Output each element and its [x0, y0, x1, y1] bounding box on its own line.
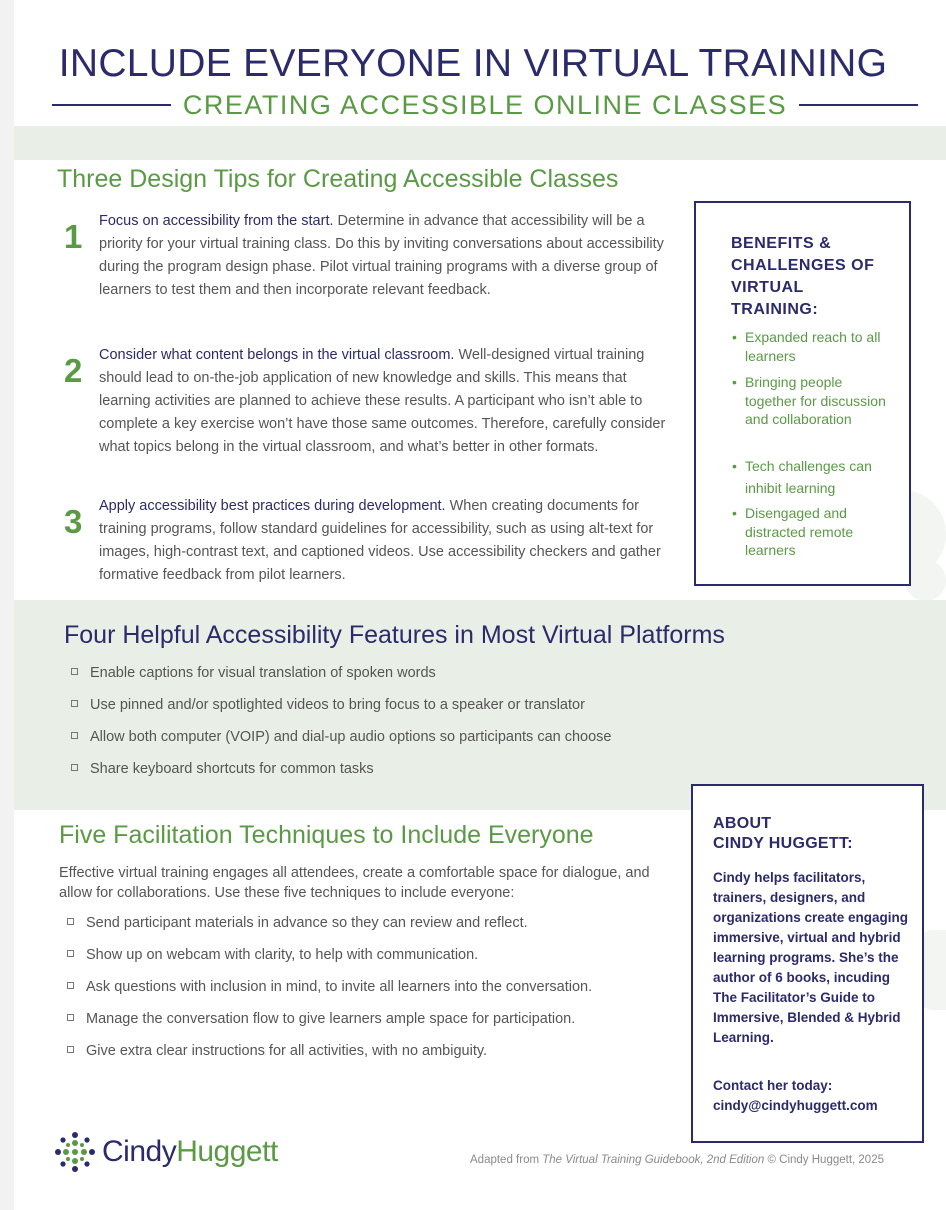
- list-item: [71, 665, 436, 681]
- facilitation-heading: Five Facilitation Techniques to Include Everyone: [59, 821, 594, 849]
- tip-text: [99, 210, 677, 302]
- about-title: [713, 814, 913, 854]
- square-bullet-icon: [67, 1046, 74, 1053]
- list-item-text: Allow both computer (VOIP) and dial-up audio options so participants can choose: [90, 729, 612, 745]
- square-bullet-icon: [71, 764, 78, 771]
- page-subtitle: CREATING ACCESSIBLE ONLINE CLASSES: [182, 89, 788, 120]
- list-item: [71, 697, 585, 713]
- footer-book: The Virtual Training Guidebook, 2nd Edition: [542, 1154, 765, 1166]
- tip-number: 2: [64, 352, 83, 389]
- list-item-text: Manage the conversation flow to give learners ample space for participation.: [86, 1011, 576, 1027]
- list-item: [71, 729, 612, 745]
- list-item: [71, 761, 374, 777]
- facilitation-intro: Effective virtual training engages all attendees, create a comfortable space for dialogue, and allow for collaborations. Use these five techniques to include everyone:: [59, 865, 650, 901]
- about-title-line: CINDY HUGGETT:: [713, 835, 853, 852]
- tip-body: Well-designed virtual training should lead to on-the-job application of new knowledge and skills. This means that learning activities are planned to achieve these results. A participant who isn’t able to complete a key exercise won’t have those same outcomes. Therefore, carefully consider what topics belong in the virtual classroom, and what’s better in other formats.: [99, 347, 666, 455]
- square-bullet-icon: [67, 918, 74, 925]
- list-item-text: Send participant materials in advance so they can review and reflect.: [86, 915, 528, 931]
- square-bullet-icon: [71, 668, 78, 675]
- list-item-text: Share keyboard shortcuts for common tasks: [90, 761, 374, 777]
- benefits-item: • Tech challenges can inhibit learning: [732, 455, 892, 499]
- divider-line: [799, 104, 918, 106]
- tip-body: Determine in advance that accessibility will be a priority for your virtual training class. Do this by inviting conversations about accessibility during the program design phase. Pilot virtual training programs with a diverse group of learners to test them and then incorporate relevant feedback.: [99, 213, 664, 298]
- features-heading: Four Helpful Accessibility Features in Most Virtual Platforms: [64, 621, 725, 649]
- list-item: [67, 1043, 487, 1059]
- list-item-text: Give extra clear instructions for all activities, with no ambiguity.: [86, 1043, 488, 1059]
- about-box: [691, 784, 924, 1143]
- tip-lead: Focus on accessibility from the start.: [99, 213, 334, 229]
- about-contact: [713, 1076, 913, 1116]
- tip-lead: Consider what content belongs in the virtual classroom.: [99, 347, 455, 363]
- contact-email[interactable]: cindy@cindyhuggett.com: [713, 1098, 878, 1113]
- logo-part: Huggett: [176, 1135, 278, 1168]
- square-bullet-icon: [67, 982, 74, 989]
- benefits-box: [694, 201, 911, 586]
- divider-line: [52, 104, 171, 106]
- about-body: Cindy helps facilitators, trainers, designers, and organizations create engaging immersive, virtual and hybrid learning programs. She’s the author of 6 books, incuding The Facilitator’s Guide to Immersive, Blended & Hybrid Learning.: [713, 870, 909, 1045]
- flower-dots-icon: [54, 1131, 96, 1173]
- list-item: [67, 979, 592, 995]
- footer-credit: [470, 1154, 920, 1166]
- tips-heading: Three Design Tips for Creating Accessible Classes: [57, 165, 619, 193]
- square-bullet-icon: [71, 732, 78, 739]
- tip-number: 3: [64, 503, 83, 540]
- benefits-item: • Expanded reach to all learners: [732, 328, 892, 365]
- tip-text: [99, 344, 677, 459]
- about-title-line: ABOUT: [713, 815, 772, 832]
- list-item: [67, 915, 528, 931]
- list-item-text: Use pinned and/or spotlighted videos to bring focus to a speaker or translator: [90, 697, 585, 713]
- list-item: [67, 947, 478, 963]
- tip-number: 1: [64, 218, 83, 255]
- benefits-title: BENEFITS & CHALLENGES OF VIRTUAL TRAINING:: [731, 235, 875, 318]
- tip-body: When creating documents for training programs, follow standard guidelines for accessibility, such as using alt-text for images, high-contrast text, and captioned videos. Use accessibility checkers and gather formative feedback from pilot learners.: [99, 498, 661, 583]
- contact-label: Contact her today:: [713, 1078, 833, 1093]
- benefits-item: • Disengaged and distracted remote learners: [732, 504, 892, 560]
- tip-text: [99, 495, 677, 587]
- list-item-text: Ask questions with inclusion in mind, to invite all learners into the conversation.: [86, 979, 593, 995]
- tip-lead: Apply accessibility best practices during development.: [99, 498, 446, 514]
- subtitle-row: [52, 88, 918, 122]
- list-item: [67, 1011, 575, 1027]
- logo-wordmark: [102, 1135, 278, 1169]
- square-bullet-icon: [71, 700, 78, 707]
- section-band: [14, 126, 946, 160]
- logo-part: Cindy: [102, 1135, 177, 1168]
- square-bullet-icon: [67, 1014, 74, 1021]
- list-item-text: Show up on webcam with clarity, to help with communication.: [86, 947, 479, 963]
- square-bullet-icon: [67, 950, 74, 957]
- footer-prefix: Adapted from: [470, 1154, 543, 1166]
- benefits-item: • Bringing people together for discussion and collaboration: [732, 373, 892, 429]
- watermark-circle: [905, 560, 946, 601]
- list-item-text: Enable captions for visual translation of spoken words: [90, 665, 436, 681]
- footer-suffix: © Cindy Huggett, 2025: [764, 1154, 884, 1166]
- page-title: INCLUDE EVERYONE IN VIRTUAL TRAINING: [58, 42, 888, 85]
- logo: [54, 1131, 294, 1173]
